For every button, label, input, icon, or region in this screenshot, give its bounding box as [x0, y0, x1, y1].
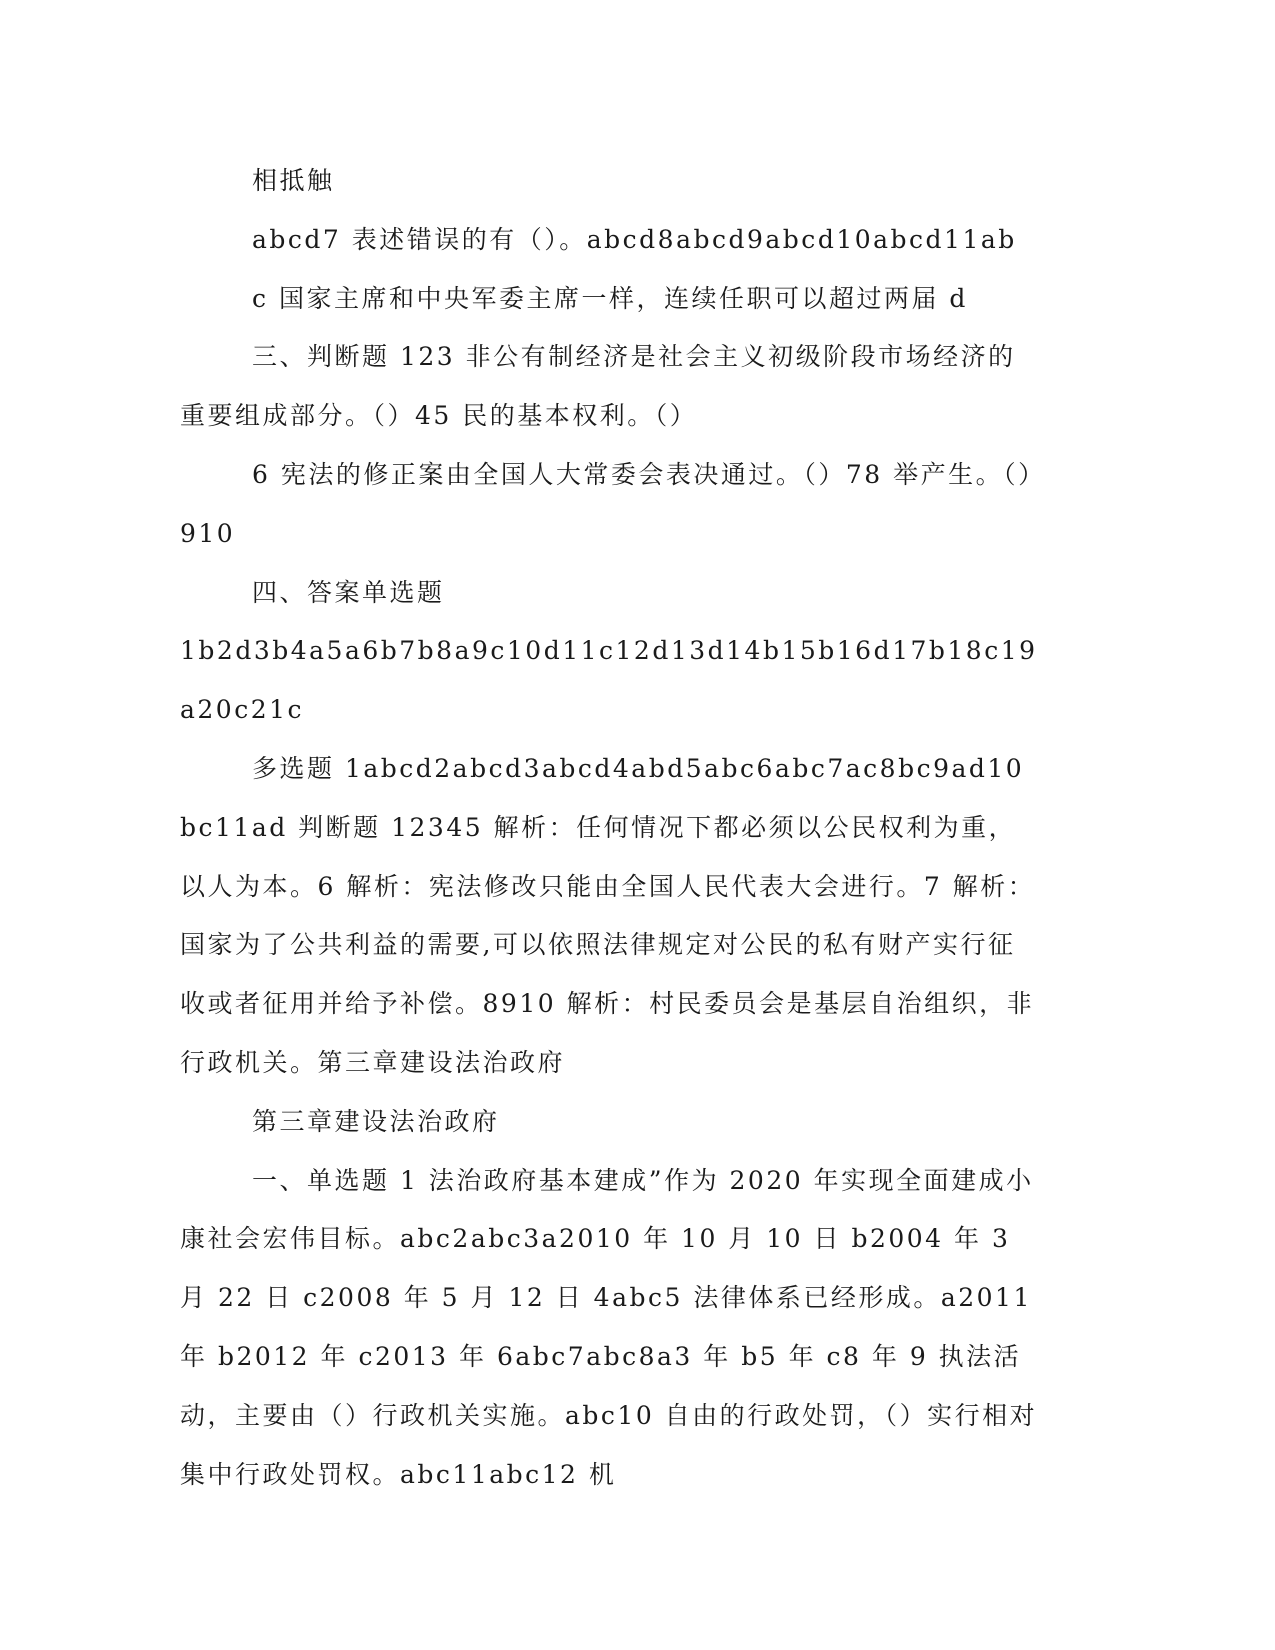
paragraph-judgement-questions: 三、判断题 123 非公有制经济是社会主义初级阶段市场经济的重要组成部分。（）45 民的基本权利。（） — [180, 342, 1016, 431]
section-heading-answers: 四、答案单选题 — [252, 577, 445, 607]
paragraph-1: 相抵触 — [252, 166, 335, 195]
document-body — [180, 152, 1040, 1504]
paragraph-2: abcd7 表述错误的有（）。abcd8abcd9abcd10abcd11ab — [252, 224, 1017, 254]
paragraph-3: c 国家主席和中央军委主席一样，连续任职可以超过两届 d — [252, 283, 968, 313]
paragraph-single-choice-questions: 一、单选题 1 法治政府基本建成”作为 2020 年实现全面建成小康社会宏伟目标。abc2abc3a2010 年 10 月 10 日 b2004 年 3 月 22 日 c2008 年 5 月 12 日 4abc5 法律体系已经形成。a2011 年 b2012 年 c2013 年 6abc7abc8a3 年 b5 年 c8 年 9 执法活动，主要由（）行政机关实施。abc10 自由的行政处罚，（）实行相对集中行政处罚权。abc11abc12 机 — [180, 1165, 1038, 1489]
single-choice-answers: 1b2d3b4a5a6b7b8a9c10d11c12d13d14b15b16d17b18c19a20c21c — [180, 636, 1038, 725]
multi-choice-answers-and-analysis: 多选题 1abcd2abcd3abcd4abd5abc6abc7ac8bc9ad10bc11ad 判断题 12345 解析：任何情况下都必须以公民权利为重，以人为本。6 解析：宪法修改只能由全国人民代表大会进行。7 解析：国家为了公共利益的需要,可以依照法律规定对公民的私有财产实行征收或者征用并给予补偿。8910 解析：村民委员会是基层自治组织，非行政机关。第三章建设法治政府 — [180, 753, 1036, 1077]
chapter-heading: 第三章建设法治政府 — [252, 1106, 500, 1136]
paragraph-5: 6 宪法的修正案由全国人大常委会表决通过。（）78 举产生。（）910 — [180, 459, 1034, 548]
